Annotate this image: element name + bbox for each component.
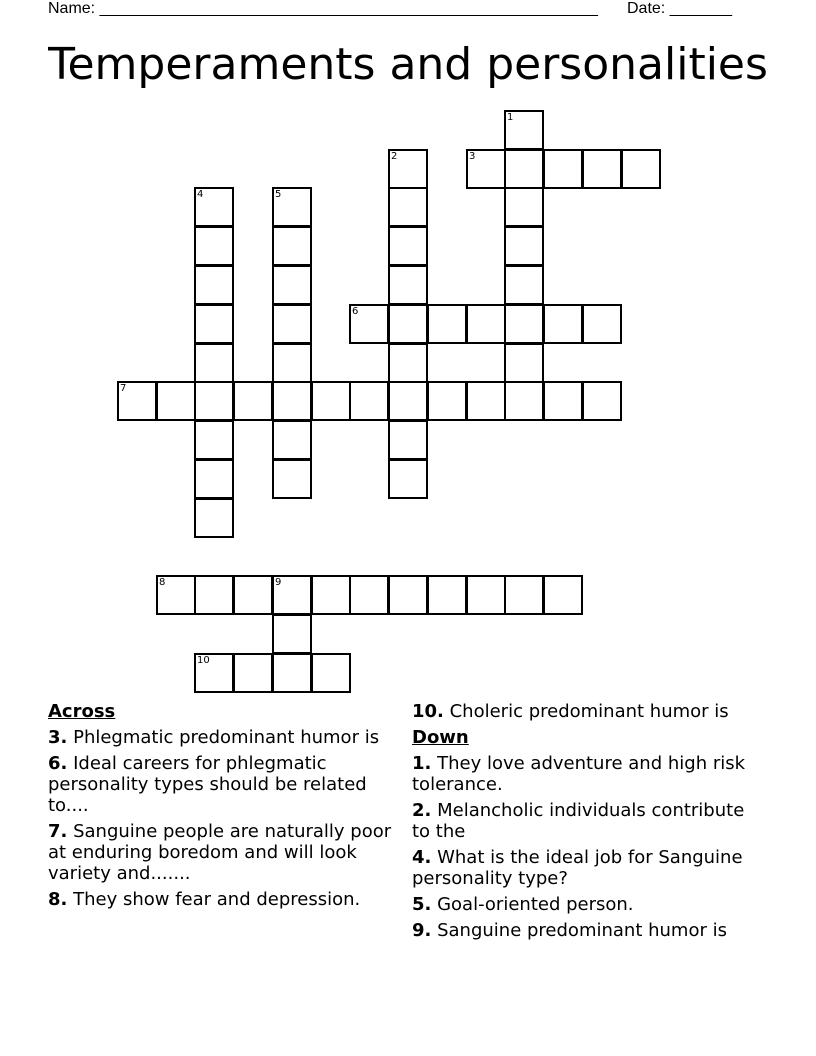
clue-across-10: 10. Choleric predominant humor is (412, 701, 729, 722)
crossword-cell[interactable] (194, 575, 234, 615)
clue-across-8: 8. They show fear and depression. (48, 889, 361, 910)
crossword-cell[interactable] (504, 575, 544, 615)
date-field-label: Date: _______ (627, 0, 732, 17)
crossword-cell[interactable] (582, 304, 622, 344)
crossword-cell[interactable] (194, 459, 234, 499)
crossword-cell[interactable] (466, 149, 506, 189)
crossword-cell[interactable] (504, 226, 544, 266)
clue-number: 4 (197, 189, 204, 200)
crossword-cell[interactable] (272, 420, 312, 460)
clue-number: 2 (391, 151, 398, 162)
crossword-cell[interactable] (194, 187, 234, 227)
crossword-cell[interactable] (233, 575, 273, 615)
crossword-cell[interactable] (233, 381, 273, 421)
crossword-cell[interactable] (194, 420, 234, 460)
clue-number: 8 (159, 577, 166, 588)
crossword-cell[interactable] (156, 381, 196, 421)
crossword-cell[interactable] (272, 265, 312, 305)
clue-number: 9 (275, 577, 282, 588)
crossword-cell[interactable] (311, 381, 351, 421)
crossword-cell[interactable] (504, 343, 544, 383)
clue-across-3: 3. Phlegmatic predominant humor is (48, 727, 380, 748)
crossword-cell[interactable] (504, 381, 544, 421)
crossword-cell[interactable] (272, 653, 312, 693)
crossword-cell[interactable] (543, 304, 583, 344)
crossword-cell[interactable] (504, 304, 544, 344)
crossword-cell[interactable] (388, 420, 428, 460)
crossword-cell[interactable] (543, 575, 583, 615)
clue-across-6: 6. Ideal careers for phlegmatic personality types should be related to.... (48, 753, 367, 816)
clues-column-left (48, 701, 393, 915)
crossword-cell[interactable] (582, 381, 622, 421)
crossword-cell[interactable] (582, 149, 622, 189)
across-heading: Across (48, 701, 116, 722)
crossword-cell[interactable] (427, 304, 467, 344)
crossword-cell[interactable] (427, 575, 467, 615)
crossword-cell[interactable] (156, 575, 196, 615)
crossword-cell[interactable] (272, 187, 312, 227)
crossword-cell[interactable] (466, 381, 506, 421)
clue-down-9: 9. Sanguine predominant humor is (412, 920, 727, 941)
crossword-cell[interactable] (194, 653, 234, 693)
crossword-cell[interactable] (543, 149, 583, 189)
crossword-cell[interactable] (272, 575, 312, 615)
crossword-cell[interactable] (272, 304, 312, 344)
clue-number: 5 (275, 189, 282, 200)
clue-down-1: 1. They love adventure and high risk tolerance. (412, 753, 746, 795)
clue-down-5: 5. Goal-oriented person. (412, 894, 634, 915)
crossword-cell[interactable] (194, 343, 234, 383)
crossword-cell[interactable] (504, 187, 544, 227)
crossword-cell[interactable] (388, 304, 428, 344)
clue-number: 6 (352, 306, 359, 317)
page-title: Temperaments and personalities (48, 39, 768, 90)
crossword-cell[interactable] (349, 381, 389, 421)
crossword-cell[interactable] (466, 575, 506, 615)
clue-down-4: 4. What is the ideal job for Sanguine personality type? (412, 847, 743, 889)
crossword-cell[interactable] (194, 304, 234, 344)
down-heading: Down (412, 727, 469, 748)
crossword-cell[interactable] (388, 187, 428, 227)
crossword-cell[interactable] (504, 110, 544, 150)
crossword-cell[interactable] (272, 459, 312, 499)
crossword-cell[interactable] (504, 265, 544, 305)
crossword-cell[interactable] (194, 265, 234, 305)
clue-number: 1 (507, 112, 514, 123)
crossword-cell[interactable] (427, 381, 467, 421)
crossword-cell[interactable] (349, 304, 389, 344)
crossword-cell[interactable] (272, 381, 312, 421)
crossword-cell[interactable] (349, 575, 389, 615)
clue-number: 10 (197, 655, 210, 666)
crossword-cell[interactable] (194, 381, 234, 421)
crossword-cell[interactable] (311, 653, 351, 693)
clue-number: 7 (120, 383, 127, 394)
clue-across-7: 7. Sanguine people are naturally poor at enduring boredom and will look variety and....... (48, 821, 392, 884)
clue-down-2: 2. Melancholic individuals contribute to the (412, 800, 745, 842)
crossword-cell[interactable] (621, 149, 661, 189)
crossword-cell[interactable] (194, 498, 234, 538)
crossword-cell[interactable] (388, 265, 428, 305)
crossword-cell[interactable] (388, 343, 428, 383)
clues-column-right (412, 701, 762, 946)
crossword-cell[interactable] (272, 226, 312, 266)
crossword-cell[interactable] (543, 381, 583, 421)
crossword-cell[interactable] (388, 381, 428, 421)
crossword-cell[interactable] (388, 459, 428, 499)
crossword-cell[interactable] (388, 575, 428, 615)
crossword-cell[interactable] (388, 149, 428, 189)
name-field-label: Name: ________________________________________________________ (48, 0, 598, 17)
clue-number: 3 (469, 151, 476, 162)
crossword-cell[interactable] (272, 614, 312, 654)
crossword-cell[interactable] (272, 343, 312, 383)
crossword-cell[interactable] (233, 653, 273, 693)
crossword-cell[interactable] (388, 226, 428, 266)
crossword-cell[interactable] (311, 575, 351, 615)
crossword-cell[interactable] (117, 381, 157, 421)
crossword-cell[interactable] (466, 304, 506, 344)
crossword-cell[interactable] (504, 149, 544, 189)
crossword-cell[interactable] (194, 226, 234, 266)
